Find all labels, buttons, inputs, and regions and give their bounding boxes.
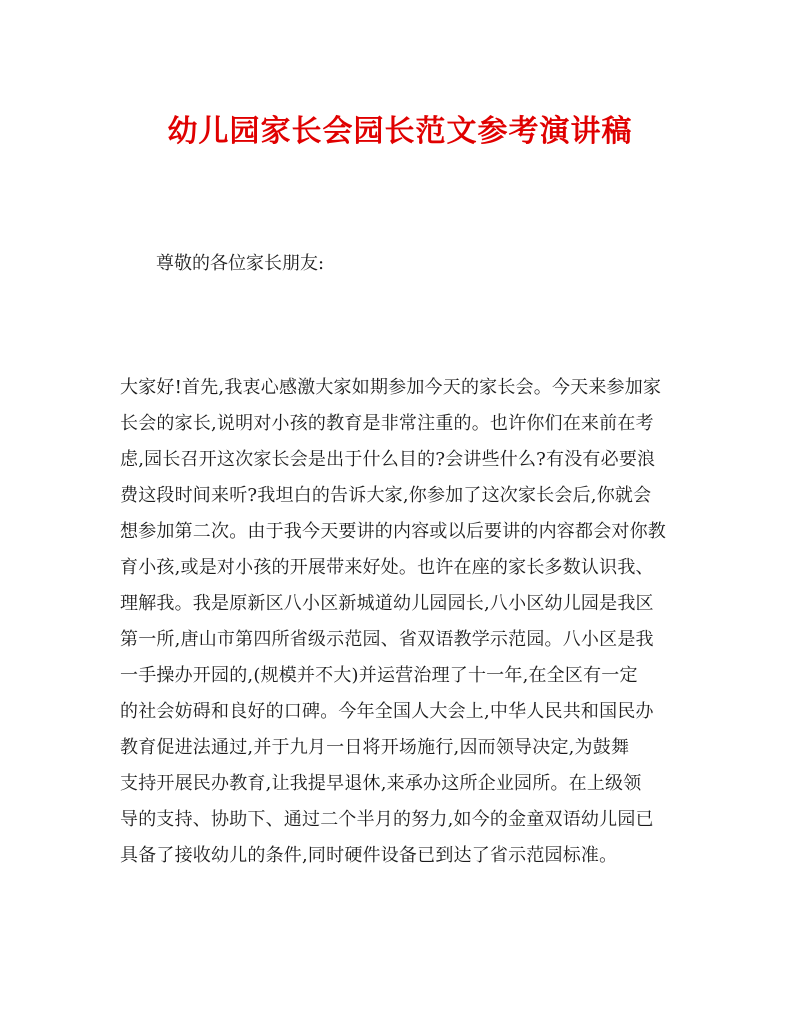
body-line: 虑,园长召开这次家长会是出于什么目的?会讲些什么?有没有必要浪	[120, 449, 656, 470]
body-line: 理解我。我是原新区八小区新城道幼儿园园长,八小区幼儿园是我区	[120, 593, 654, 614]
document-title: 幼儿园家长会园长范文参考演讲稿	[167, 114, 633, 149]
body-line: 长会的家长,说明对小孩的教育是非常注重的。也许你们在来前在考	[120, 413, 654, 434]
salutation: 尊敬的各位家长朋友:	[156, 253, 325, 274]
body-line: 具备了接收幼儿的条件,同时硬件设备已到达了省示范园标准。	[120, 845, 618, 866]
body-line: 导的支持、协助下、通过二个半月的努力,如今的金童双语幼儿园已	[120, 809, 654, 830]
body-line: 支持开展民办教育,让我提早退休,来承办这所企业园所。在上级领	[120, 773, 642, 794]
body-line: 费这段时间来听?我坦白的告诉大家,你参加了这次家长会后,你就会	[120, 485, 652, 506]
body-paragraph	[120, 370, 686, 874]
body-line: 一手操办开园的,(规模并不大)并运营治理了十一年,在全区有一定	[120, 665, 638, 686]
body-line: 育小孩,或是对小孩的开展带来好处。也许在座的家长多数认识我、	[120, 557, 654, 578]
body-line: 第一所,唐山市第四所省级示范园、省双语教学示范园。八小区是我	[120, 629, 654, 650]
body-line: 的社会妨碍和良好的口碑。今年全国人大会上,中华人民共和国民办	[120, 701, 654, 722]
body-line: 教育促进法通过,并于九月一日将开场施行,因而领导决定,为鼓舞	[120, 737, 630, 758]
body-line: 大家好!首先,我衷心感激大家如期参加今天的家长会。今天来参加家	[120, 377, 662, 398]
body-line: 想参加第二次。由于我今天要讲的内容或以后要讲的内容都会对你教	[120, 521, 666, 542]
